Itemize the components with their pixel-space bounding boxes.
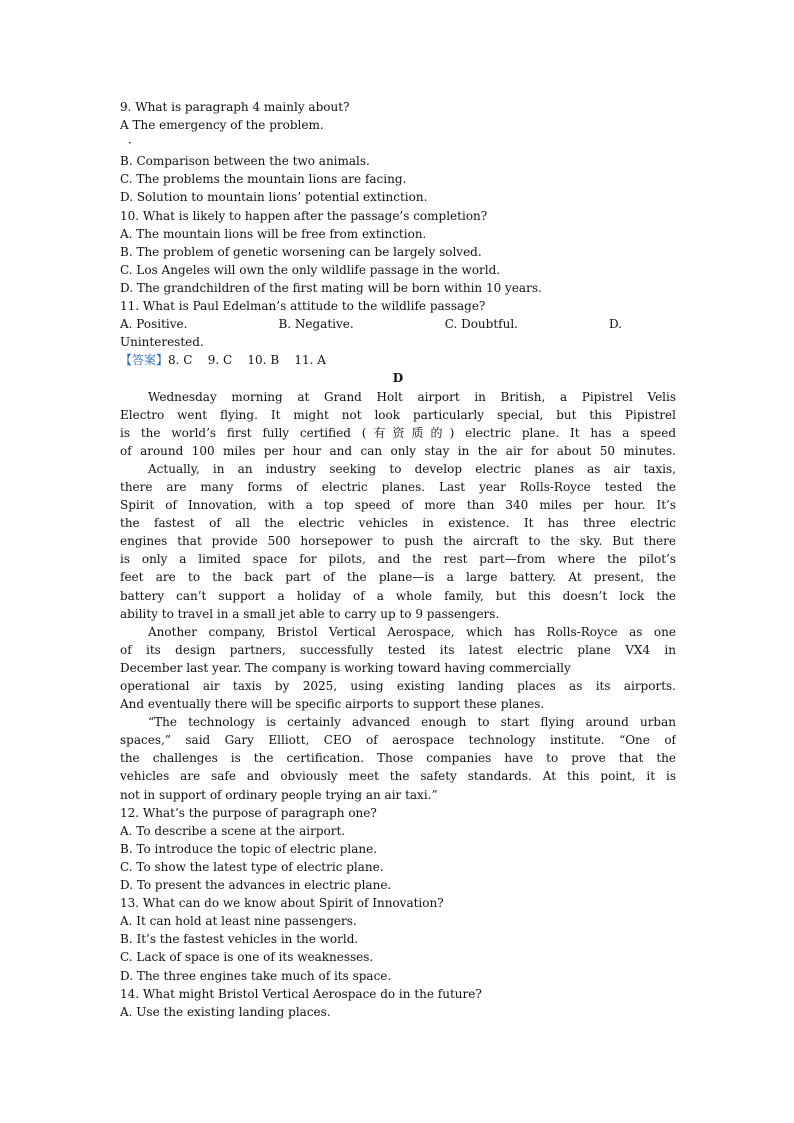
passage-p1-line: Electro went flying. It might not look particularly special, but this Pipistrel: [120, 407, 676, 422]
question-14-stem: 14. What might Bristol Vertical Aerospace do in the future?: [120, 986, 482, 1001]
question-10-stem: 10. What is likely to happen after the passage’s completion?: [120, 208, 488, 223]
question-13-option-b: B. It’s the fastest vehicles in the world.: [120, 932, 359, 947]
section-d-heading: D: [392, 371, 404, 386]
question-13-option-c: C. Lack of space is one of its weaknesses.: [120, 950, 374, 965]
answer-key-text: 8. C 9. C 10. B 11. A: [168, 353, 326, 368]
passage-p2-line: there are many forms of electric planes. Last year Rolls-Royce tested the: [120, 479, 676, 494]
passage-p2-line: is only a limited space for pilots, and the rest part—from where the pilot’s: [120, 552, 676, 567]
question-11-option-c: C. Doubtful.: [444, 317, 518, 332]
question-9-option-a: A The emergency of the problem.: [120, 118, 324, 133]
passage-p2-line: ability to travel in a small jet able to carry up to 9 passengers.: [120, 606, 500, 621]
passage-p2-line: Actually, in an industry seeking to develop electric planes as air taxis,: [148, 461, 676, 476]
passage-p2-line: feet are to the back part of the plane—is a large battery. At present, the: [120, 570, 676, 585]
passage-p1-line: is the world’s first fully certified (有资质的) electric plane. It has a speed: [120, 425, 676, 440]
answer-key-label: 【答案】: [120, 353, 169, 368]
passage-p2-line: Spirit of Innovation, with a top speed of more than 340 miles per hour. It’s: [120, 498, 676, 513]
passage-p2-line: the fastest of all the electric vehicles in existence. It has three electric: [120, 516, 676, 531]
question-12-option-c: C. To show the latest type of electric plane.: [120, 859, 384, 874]
question-10-option-b: B. The problem of genetic worsening can be largely solved.: [120, 244, 482, 259]
question-12-option-a: A. To describe a scene at the airport.: [120, 823, 346, 838]
question-10-option-c: C. Los Angeles will own the only wildlife passage in the world.: [120, 262, 501, 277]
question-13-option-a: A. It can hold at least nine passengers.: [120, 914, 357, 929]
passage-p3-line: of its design partners, successfully tested its latest electric plane VX4 in: [120, 642, 676, 657]
passage-p1-line: Wednesday morning at Grand Holt airport in British, a Pipistrel Velis: [148, 389, 676, 404]
question-14-option-a: A. Use the existing landing places.: [120, 1004, 331, 1019]
question-9-option-c: C. The problems the mountain lions are facing.: [120, 172, 407, 187]
question-11-option-d-continued: Uninterested.: [120, 335, 204, 350]
stray-dot: ·: [128, 136, 132, 151]
question-12-option-d: D. To present the advances in electric plane.: [120, 878, 392, 893]
question-12-option-b: B. To introduce the topic of electric plane.: [120, 841, 378, 856]
question-10-option-a: A. The mountain lions will be free from extinction.: [120, 226, 427, 241]
question-11-stem: 11. What is Paul Edelman’s attitude to the wildlife passage?: [120, 299, 486, 314]
question-13-option-d: D. The three engines take much of its space.: [120, 968, 392, 983]
passage-p2-line: engines that provide 500 horsepower to push the aircraft to the sky. But there: [120, 534, 676, 549]
question-11-option-a: A. Positive.: [120, 317, 188, 332]
passage-p4-line: vehicles are safe and obviously meet the safety standards. At this point, it is: [120, 769, 676, 784]
passage-p3-line: December last year. The company is working toward having commercially: [120, 660, 571, 675]
passage-p3-line: Another company, Bristol Vertical Aerospace, which has Rolls-Royce as one: [148, 624, 676, 639]
question-11-option-b: B. Negative.: [278, 317, 354, 332]
question-12-stem: 12. What’s the purpose of paragraph one?: [120, 805, 377, 820]
passage-p3-line: And eventually there will be specific airports to support these planes.: [120, 697, 545, 712]
question-13-stem: 13. What can do we know about Spirit of Innovation?: [120, 896, 444, 911]
document-content: [120, 98, 676, 1021]
question-9-option-b: B. Comparison between the two animals.: [120, 154, 370, 169]
answer-key: [120, 351, 676, 369]
question-11-option-d: D.: [608, 317, 622, 332]
passage-p1-line: of around 100 miles per hour and can only stay in the air for about 50 minutes.: [120, 443, 676, 458]
question-9-stem: 9. What is paragraph 4 mainly about?: [120, 100, 350, 114]
question-9-option-d: D. Solution to mountain lions’ potential extinction.: [120, 190, 428, 205]
passage-p2-line: battery can’t support a holiday of a whole family, but this doesn’t lock the: [120, 588, 676, 603]
passage-p4-line: not in support of ordinary people trying an air taxi.”: [120, 787, 438, 802]
passage-p4-line: “The technology is certainly advanced enough to start flying around urban: [148, 715, 676, 730]
passage-p3-line: operational air taxis by 2025, using existing landing places as its airports.: [120, 679, 676, 693]
passage-p4-line: spaces,” said Gary Elliott, CEO of aerospace technology institute. “One of: [120, 733, 676, 748]
question-11-options: [120, 315, 622, 333]
question-10-option-d: D. The grandchildren of the first mating will be born within 10 years.: [120, 280, 542, 295]
passage-p4-line: the challenges is the certification. Those companies have to prove that the: [120, 751, 676, 766]
